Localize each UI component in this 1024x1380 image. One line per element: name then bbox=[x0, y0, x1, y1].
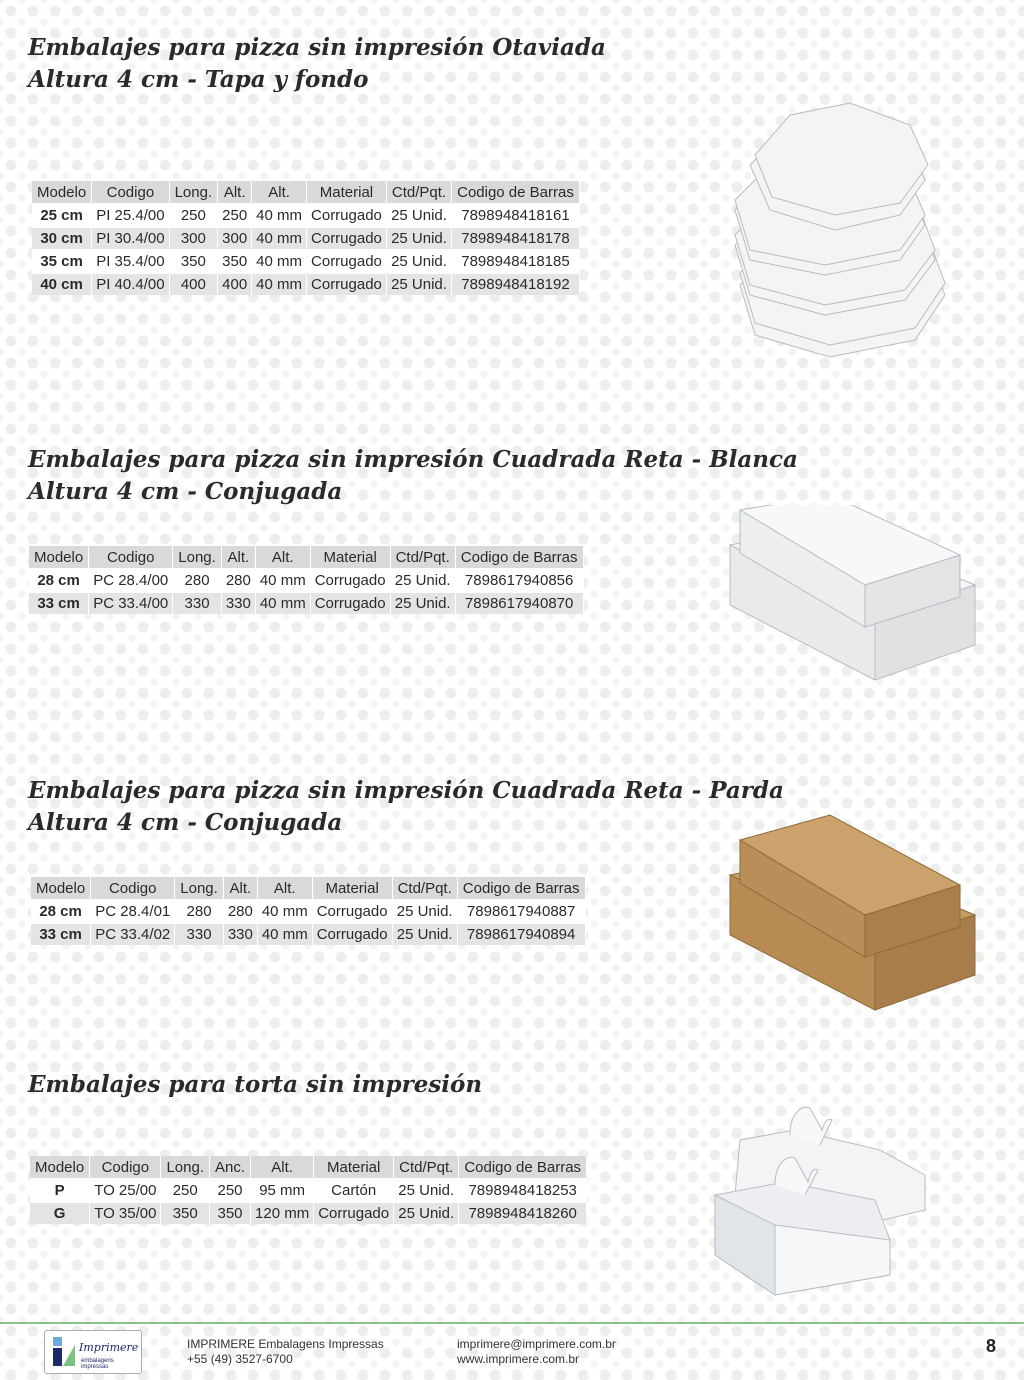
section-title-line2: Altura 4 cm - Conjugada bbox=[28, 478, 343, 505]
company-logo bbox=[44, 1330, 142, 1374]
table-row bbox=[29, 569, 583, 592]
table-cell: 250 bbox=[169, 204, 218, 227]
table-cell: PI 30.4/00 bbox=[92, 227, 169, 250]
table-cell: G bbox=[30, 1202, 90, 1224]
column-header: Codigo bbox=[90, 1156, 161, 1179]
table-header-row bbox=[29, 546, 583, 569]
table-cell: 300 bbox=[218, 227, 252, 250]
table-cell: Cartón bbox=[314, 1179, 394, 1202]
logo-subtitle: embalagens impressas bbox=[81, 1358, 114, 1370]
spec-table bbox=[29, 546, 584, 614]
column-header: Alt. bbox=[221, 546, 255, 569]
table-cell: TO 35/00 bbox=[90, 1202, 161, 1224]
table-cell: 40 mm bbox=[257, 923, 312, 945]
table-cell: 25 Unid. bbox=[392, 900, 457, 923]
column-header: Anc. bbox=[210, 1156, 251, 1179]
table-cell: 40 mm bbox=[255, 569, 310, 592]
spec-table bbox=[31, 877, 586, 945]
table-cell: 300 bbox=[169, 227, 218, 250]
table-cell: 25 Unid. bbox=[386, 227, 451, 250]
table-cell: 330 bbox=[221, 592, 255, 614]
table-cell: PC 28.4/00 bbox=[89, 569, 173, 592]
table-cell: 40 mm bbox=[252, 204, 307, 227]
table-cell: 35 cm bbox=[32, 250, 92, 273]
table-cell: Corrugado bbox=[307, 273, 387, 295]
table-cell: 40 mm bbox=[252, 250, 307, 273]
table-cell: 25 Unid. bbox=[386, 273, 451, 295]
column-header: Modelo bbox=[30, 1156, 90, 1179]
footer-company: IMPRIMERE Embalagens Impressas bbox=[187, 1337, 384, 1351]
table-cell: Corrugado bbox=[310, 592, 390, 614]
table-cell: 400 bbox=[169, 273, 218, 295]
column-header: Modelo bbox=[29, 546, 89, 569]
column-header: Modelo bbox=[32, 181, 92, 204]
table-cell: Corrugado bbox=[312, 900, 392, 923]
table-cell: 25 Unid. bbox=[392, 923, 457, 945]
cake-boxes-image bbox=[710, 1100, 940, 1300]
column-header: Alt. bbox=[218, 181, 252, 204]
table-cell: 330 bbox=[223, 923, 257, 945]
table-row bbox=[29, 592, 583, 614]
table-cell: 350 bbox=[161, 1202, 210, 1224]
table-cell: 25 Unid. bbox=[390, 569, 455, 592]
section-title-line2: Altura 4 cm - Tapa y fondo bbox=[28, 66, 369, 93]
section-title-line1: Embalajes para pizza sin impresión Cuadrada Reta - Blanca bbox=[28, 446, 798, 473]
table-cell: Corrugado bbox=[307, 227, 387, 250]
table-cell: Corrugado bbox=[307, 250, 387, 273]
column-header: Ctd/Pqt. bbox=[386, 181, 451, 204]
table-row bbox=[32, 273, 579, 295]
spec-table bbox=[32, 181, 580, 295]
table-cell: 40 mm bbox=[252, 273, 307, 295]
column-header: Codigo de Barras bbox=[457, 877, 585, 900]
table-cell: 7898948418192 bbox=[452, 273, 580, 295]
table-cell: 25 Unid. bbox=[390, 592, 455, 614]
table-cell: 7898617940894 bbox=[457, 923, 585, 945]
table-cell: PI 35.4/00 bbox=[92, 250, 169, 273]
table-cell: P bbox=[30, 1179, 90, 1202]
column-header: Codigo de Barras bbox=[459, 1156, 587, 1179]
column-header: Alt. bbox=[252, 181, 307, 204]
table-cell: 280 bbox=[221, 569, 255, 592]
table-cell: 250 bbox=[161, 1179, 210, 1202]
table-cell: Corrugado bbox=[314, 1202, 394, 1224]
column-header: Codigo bbox=[91, 877, 175, 900]
column-header: Alt. bbox=[223, 877, 257, 900]
table-row bbox=[31, 900, 585, 923]
table-header-row bbox=[30, 1156, 587, 1179]
footer-email[interactable]: imprimere@imprimere.com.br bbox=[457, 1337, 616, 1351]
table-cell: 250 bbox=[218, 204, 252, 227]
table-cell: PC 28.4/01 bbox=[91, 900, 175, 923]
table-cell: PI 40.4/00 bbox=[92, 273, 169, 295]
table-cell: Corrugado bbox=[312, 923, 392, 945]
logo-name: Imprimere bbox=[79, 1341, 139, 1354]
section-title-line2: Altura 4 cm - Conjugada bbox=[28, 809, 343, 836]
logo-mark-icon bbox=[49, 1335, 75, 1367]
column-header: Ctd/Pqt. bbox=[392, 877, 457, 900]
table-cell: TO 25/00 bbox=[90, 1179, 161, 1202]
column-header: Codigo bbox=[89, 546, 173, 569]
spec-table bbox=[30, 1156, 587, 1224]
table-cell: 95 mm bbox=[251, 1179, 314, 1202]
table-cell: 280 bbox=[173, 569, 222, 592]
column-header: Material bbox=[312, 877, 392, 900]
table-cell: 7898948418260 bbox=[459, 1202, 587, 1224]
table-cell: 28 cm bbox=[29, 569, 89, 592]
table-cell: 40 mm bbox=[252, 227, 307, 250]
table-cell: 7898617940887 bbox=[457, 900, 585, 923]
table-row bbox=[30, 1179, 587, 1202]
table-cell: 280 bbox=[175, 900, 224, 923]
table-cell: 25 Unid. bbox=[394, 1202, 459, 1224]
table-cell: 7898948418161 bbox=[452, 204, 580, 227]
table-cell: 33 cm bbox=[31, 923, 91, 945]
table-cell: 330 bbox=[173, 592, 222, 614]
section-title-line1: Embalajes para pizza sin impresión Otaviada bbox=[28, 34, 606, 61]
table-cell: 25 Unid. bbox=[394, 1179, 459, 1202]
column-header: Ctd/Pqt. bbox=[390, 546, 455, 569]
table-cell: PC 33.4/02 bbox=[91, 923, 175, 945]
column-header: Long. bbox=[161, 1156, 210, 1179]
square-white-pizza-boxes-image bbox=[725, 505, 980, 685]
table-cell: 120 mm bbox=[251, 1202, 314, 1224]
footer-website[interactable]: www.imprimere.com.br bbox=[457, 1352, 580, 1366]
table-cell: PC 33.4/00 bbox=[89, 592, 173, 614]
column-header: Material bbox=[314, 1156, 394, 1179]
table-cell: 7898948418253 bbox=[459, 1179, 587, 1202]
table-cell: 40 mm bbox=[257, 900, 312, 923]
table-cell: 30 cm bbox=[32, 227, 92, 250]
table-cell: 7898617940856 bbox=[455, 569, 583, 592]
table-header-row bbox=[32, 181, 579, 204]
table-row bbox=[30, 1202, 587, 1224]
table-cell: PI 25.4/00 bbox=[92, 204, 169, 227]
column-header: Long. bbox=[175, 877, 224, 900]
table-cell: 7898617940870 bbox=[455, 592, 583, 614]
table-row bbox=[32, 227, 579, 250]
table-cell: 280 bbox=[223, 900, 257, 923]
table-cell: 350 bbox=[218, 250, 252, 273]
column-header: Codigo de Barras bbox=[452, 181, 580, 204]
footer-divider bbox=[0, 1322, 1024, 1324]
table-cell: 7898948418185 bbox=[452, 250, 580, 273]
table-header-row bbox=[31, 877, 585, 900]
column-header: Codigo de Barras bbox=[455, 546, 583, 569]
table-cell: 400 bbox=[218, 273, 252, 295]
column-header: Material bbox=[310, 546, 390, 569]
square-kraft-pizza-boxes-image bbox=[725, 810, 980, 1015]
column-header: Alt. bbox=[255, 546, 310, 569]
table-cell: 350 bbox=[169, 250, 218, 273]
column-header: Modelo bbox=[31, 877, 91, 900]
footer-phone: +55 (49) 3527-6700 bbox=[187, 1352, 293, 1366]
table-cell: Corrugado bbox=[310, 569, 390, 592]
table-cell: 40 cm bbox=[32, 273, 92, 295]
column-header: Long. bbox=[173, 546, 222, 569]
octagonal-pizza-boxes-image bbox=[700, 95, 955, 365]
table-cell: 350 bbox=[210, 1202, 251, 1224]
table-cell: 7898948418178 bbox=[452, 227, 580, 250]
table-cell: 25 Unid. bbox=[386, 250, 451, 273]
section-title-line1: Embalajes para pizza sin impresión Cuadrada Reta - Parda bbox=[28, 777, 784, 804]
table-cell: 28 cm bbox=[31, 900, 91, 923]
table-cell: 25 cm bbox=[32, 204, 92, 227]
table-cell: 330 bbox=[175, 923, 224, 945]
table-cell: Corrugado bbox=[307, 204, 387, 227]
table-cell: 40 mm bbox=[255, 592, 310, 614]
table-row bbox=[31, 923, 585, 945]
column-header: Alt. bbox=[257, 877, 312, 900]
table-cell: 250 bbox=[210, 1179, 251, 1202]
column-header: Material bbox=[307, 181, 387, 204]
section-title-line1: Embalajes para torta sin impresión bbox=[28, 1071, 483, 1098]
table-row bbox=[32, 250, 579, 273]
column-header: Alt. bbox=[251, 1156, 314, 1179]
table-cell: 33 cm bbox=[29, 592, 89, 614]
table-row bbox=[32, 204, 579, 227]
table-cell: 25 Unid. bbox=[386, 204, 451, 227]
column-header: Long. bbox=[169, 181, 218, 204]
column-header: Codigo bbox=[92, 181, 169, 204]
column-header: Ctd/Pqt. bbox=[394, 1156, 459, 1179]
page-number: 8 bbox=[986, 1336, 997, 1356]
